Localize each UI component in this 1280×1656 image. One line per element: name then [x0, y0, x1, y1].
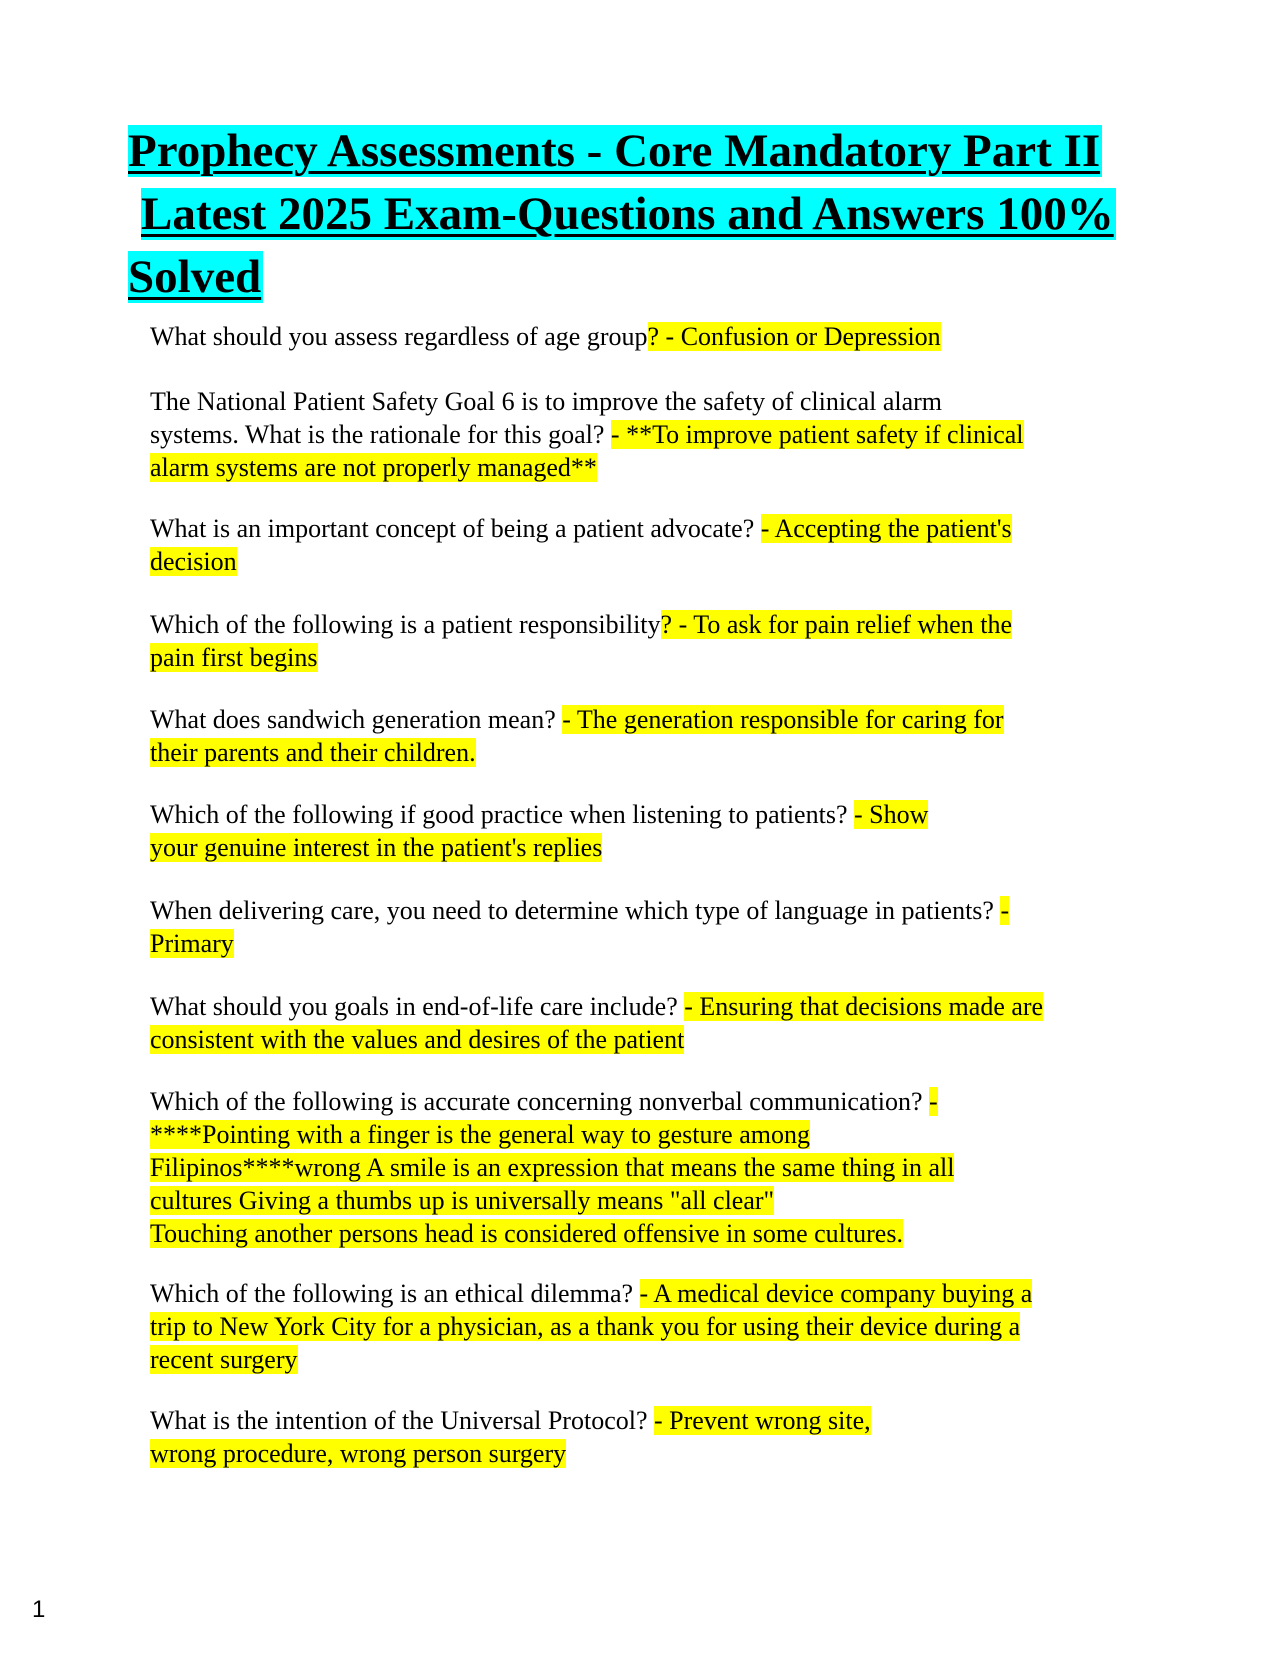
qa-line: [150, 1184, 1160, 1217]
question-text: What does sandwich generation mean?: [150, 705, 563, 734]
qa-line: [150, 1217, 1160, 1250]
title-line-1: Prophecy Assessments - Core Mandatory Part II: [128, 125, 1101, 177]
answer-text: ****Pointing with a finger is the general way to gesture among: [150, 1120, 810, 1149]
question-text: When delivering care, you need to determine which type of language in patients?: [150, 896, 1001, 925]
answer-text: their parents and their children.: [150, 738, 476, 767]
answer-text: - Ensuring that decisions made are: [684, 992, 1044, 1021]
question-text: What should you goals in end-of-life care include?: [150, 992, 685, 1021]
qa-line: [150, 1118, 1160, 1151]
qa-line: [150, 1023, 1160, 1056]
answer-text: - A medical device company buying a: [639, 1279, 1033, 1308]
qa-item-4: [150, 608, 1160, 674]
qa-line: [150, 703, 1160, 736]
question-text: Which of the following is a patient responsibility: [150, 610, 661, 639]
qa-item-8: [150, 990, 1160, 1056]
qa-item-9: [150, 1085, 1160, 1250]
qa-line: [150, 451, 1160, 484]
qa-line: [150, 641, 1160, 674]
answer-text: wrong procedure, wrong person surgery: [150, 1439, 567, 1468]
title-line-2: Latest 2025 Exam-Questions and Answers 100%: [141, 188, 1114, 240]
qa-line: [150, 1277, 1160, 1310]
qa-line: [150, 831, 1160, 864]
qa-line: [150, 512, 1160, 545]
question-text: Which of the following is accurate concerning nonverbal communication?: [150, 1087, 929, 1116]
qa-line: [150, 1085, 1160, 1118]
question-text: The National Patient Safety Goal 6 is to improve the safety of clinical alarm: [150, 387, 943, 416]
qa-item-5: [150, 703, 1160, 769]
page-number: 1: [32, 1596, 46, 1623]
qa-line: [150, 927, 1160, 960]
qa-line: [150, 736, 1160, 769]
answer-text: consistent with the values and desires of the patient: [150, 1025, 685, 1054]
answer-text: trip to New York City for a physician, as a thank you for using their device during a: [150, 1312, 1021, 1341]
answer-text: your genuine interest in the patient's replies: [150, 833, 603, 862]
question-text: What should you assess regardless of age group: [150, 322, 648, 351]
qa-line: [150, 1437, 1160, 1470]
answer-text: -: [929, 1087, 938, 1116]
answer-text: decision: [150, 547, 237, 576]
qa-item-2: [150, 385, 1160, 484]
question-text: systems. What is the rationale for this goal?: [150, 420, 611, 449]
qa-line: [150, 1343, 1160, 1376]
qa-line: [150, 798, 1160, 831]
qa-line: [150, 1151, 1160, 1184]
qa-line: [150, 990, 1160, 1023]
qa-item-1: [150, 320, 1160, 353]
qa-item-11: [150, 1404, 1160, 1470]
question-text: Which of the following if good practice when listening to patients?: [150, 800, 854, 829]
answer-text: pain first begins: [150, 643, 318, 672]
answer-text: Filipinos****wrong A smile is an expression that means the same thing in all: [150, 1153, 955, 1182]
answer-text: - Prevent wrong site,: [654, 1406, 871, 1435]
answer-text: recent surgery: [150, 1345, 298, 1374]
answer-text: - Show: [853, 800, 929, 829]
qa-item-3: [150, 512, 1160, 578]
question-text: What is an important concept of being a patient advocate?: [150, 514, 761, 543]
qa-line: [150, 1310, 1160, 1343]
answer-text: - The generation responsible for caring for: [562, 705, 1004, 734]
qa-item-7: [150, 894, 1160, 960]
document-title: [128, 120, 1168, 309]
title-line-3: Solved: [128, 251, 262, 303]
qa-line: [150, 608, 1160, 641]
answer-text: -: [1000, 896, 1010, 925]
answer-text: alarm systems are not properly managed**: [150, 453, 597, 482]
qa-line: [150, 1404, 1160, 1437]
qa-line: [150, 894, 1160, 927]
answer-text: - Accepting the patient's: [760, 514, 1012, 543]
question-text: What is the intention of the Universal Protocol?: [150, 1406, 654, 1435]
qa-item-10: [150, 1277, 1160, 1376]
answer-text: - **To improve patient safety if clinical: [610, 420, 1024, 449]
qa-item-6: [150, 798, 1160, 864]
question-text: Which of the following is an ethical dilemma?: [150, 1279, 640, 1308]
qa-line: [150, 320, 1160, 353]
answer-text: ? - Confusion or Depression: [647, 322, 941, 351]
qa-line: [150, 385, 1160, 418]
answer-text: ? - To ask for pain relief when the: [660, 610, 1012, 639]
answer-text: cultures Giving a thumbs up is universally means "all clear": [150, 1186, 775, 1215]
qa-line: [150, 545, 1160, 578]
answer-text: Touching another persons head is considered offensive in some cultures.: [150, 1219, 903, 1248]
qa-line: [150, 418, 1160, 451]
answer-text: Primary: [150, 929, 234, 958]
